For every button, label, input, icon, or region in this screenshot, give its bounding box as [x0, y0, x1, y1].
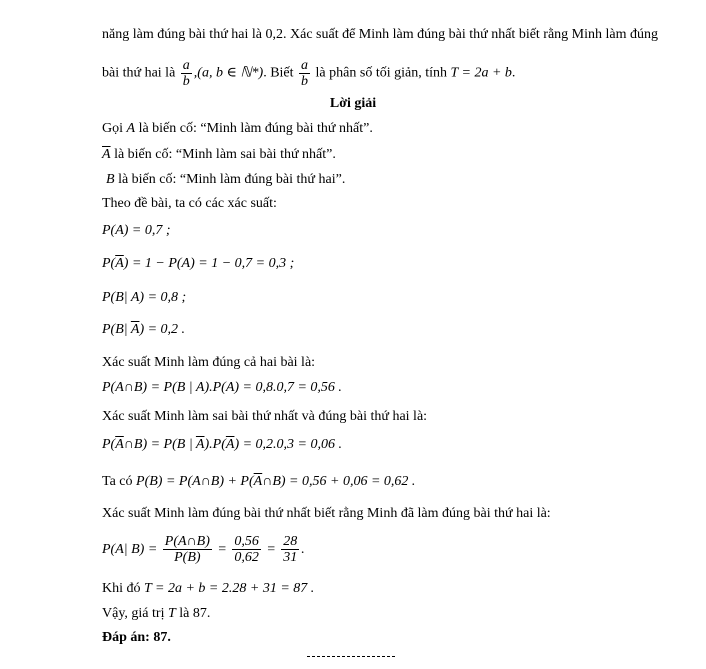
wrong-first-abar-2: $\overline{A}$: [195, 437, 205, 452]
prob-abar-line: [102, 255, 294, 273]
wrong-first-part-4: ) = 0,2.0,3 = 0,06 .: [234, 437, 342, 452]
event-a-text: là biến cố: “Minh làm đúng bài thứ nhất”.: [138, 121, 373, 136]
event-b-line: [106, 171, 345, 189]
event-b-text: là biến cố: “Minh làm đúng bài thứ hai”.: [118, 172, 346, 187]
cond-fraction-3-den: 31: [283, 550, 298, 566]
conclusion-suffix: là 87.: [179, 606, 211, 621]
both-correct-formula-line: [102, 379, 342, 397]
total-part-1: P(B) = P(A∩B) + P(: [136, 474, 254, 489]
line2-formula: T = 2a + b: [450, 65, 512, 81]
fraction-denominator: b: [301, 74, 309, 89]
line2-prefix: bài thứ hai là: [102, 65, 176, 81]
cond-fraction-1: [163, 534, 212, 565]
fraction-a-over-b: [181, 58, 192, 89]
problem-line-2: [102, 58, 515, 89]
answer-line: [102, 629, 171, 647]
conclusion-symbol: T: [167, 606, 176, 621]
problem-line-1-text: năng làm đúng bài thứ hai là 0,2. Xác suất để Minh làm đúng bài thứ nhất biết rằng Minh làm đúng: [102, 27, 659, 42]
event-abar-text: là biến cố: “Minh làm sai bài thứ nhất”.: [114, 147, 336, 162]
wrong-first-part-2: ∩B) = P(B |: [123, 437, 196, 452]
cond-fraction-1-den: P(B): [174, 550, 201, 566]
total-prefix: Ta có: [102, 474, 133, 489]
prob-b-given-abar-symbol: $\overline{A}$: [130, 322, 140, 337]
event-a-symbol: A: [126, 121, 136, 136]
result-formula: T = 2a + b = 2.28 + 31 = 87 .: [144, 581, 315, 596]
total-prob-line: [102, 473, 415, 491]
prob-a-formula: P(A) = 0,7 ;: [102, 223, 171, 238]
conditional-formula-line: [102, 530, 305, 570]
solution-heading: [0, 95, 706, 113]
line2-end: .: [511, 65, 516, 81]
fraction-numerator: a: [182, 58, 190, 73]
solution-heading-text: Lời giải: [329, 96, 377, 111]
result-line: [102, 580, 314, 598]
event-a-line: [102, 120, 373, 138]
line2-suffix: là phân số tối giản, tính: [315, 65, 447, 81]
total-abar: $\overline{A}$: [253, 474, 263, 489]
wrong-first-abar-1: $\overline{A}$: [115, 437, 124, 452]
intro-probs-line: [102, 195, 277, 213]
wrong-first-text: Xác suất Minh làm sai bài thứ nhất và đúng bài thứ hai là:: [102, 409, 428, 424]
event-abar-line: [102, 146, 336, 164]
prob-b-given-a-formula: P(B| A) = 0,8 ;: [102, 290, 187, 305]
conditional-text: Xác suất Minh làm đúng bài thứ nhất biết rằng Minh đã làm đúng bài thứ hai là:: [102, 506, 551, 521]
answer-text: Đáp án: 87.: [102, 630, 171, 645]
cond-end: .: [301, 542, 305, 557]
prob-b-given-abar-right: ) = 0,2 .: [139, 322, 186, 337]
footer-divider: [307, 656, 395, 657]
cond-fraction-2: [232, 534, 261, 565]
event-abar-symbol: $\overline{A}$: [102, 147, 111, 162]
conclusion-line: [102, 605, 210, 623]
line2-mid: . Biết: [263, 65, 294, 81]
event-a-prefix: Gọi: [102, 121, 123, 136]
prob-b-given-abar-line: [102, 321, 185, 339]
both-correct-text: Xác suất Minh làm đúng cả hai bài là:: [102, 355, 316, 370]
both-correct-formula: P(A∩B) = P(B | A).P(A) = 0,8.0,7 = 0,56 .: [102, 380, 342, 395]
cond-fraction-2-den: 0,62: [234, 550, 259, 566]
wrong-first-part-1: P(: [102, 437, 116, 452]
problem-line-1: [102, 26, 658, 44]
prob-abar-right: ) = 1 − P(A) = 1 − 0,7 = 0,3 ;: [123, 256, 295, 271]
cond-fraction-2-num: 0,56: [234, 534, 259, 550]
cond-lhs: P(A| B) =: [102, 542, 158, 557]
cond-eq-2: =: [266, 542, 276, 557]
prob-b-given-abar-left: P(B|: [102, 322, 131, 337]
line2-condition: ,(a, b ∈ ℕ*): [193, 65, 264, 81]
conclusion-prefix: Vậy, giá trị: [102, 606, 165, 621]
cond-eq-1: =: [217, 542, 227, 557]
result-prefix: Khi đó: [102, 581, 141, 596]
wrong-first-line: [102, 408, 427, 426]
total-part-2: ∩B) = 0,56 + 0,06 = 0,62 .: [262, 474, 416, 489]
conditional-line: [102, 505, 551, 523]
prob-abar-left: P(: [102, 256, 116, 271]
cond-fraction-3: [281, 534, 299, 565]
wrong-first-abar-3: $\overline{A}$: [225, 437, 235, 452]
both-correct-line: [102, 354, 315, 372]
fraction-a-over-b-2: [299, 58, 310, 89]
fraction-denominator: b: [182, 74, 190, 89]
intro-probs-text: Theo đề bài, ta có các xác suất:: [102, 196, 277, 211]
wrong-first-formula-line: [102, 436, 342, 454]
cond-fraction-1-num: P(A∩B): [164, 534, 210, 550]
fraction-numerator: a: [301, 58, 309, 73]
event-b-symbol: B: [106, 172, 115, 187]
prob-a-line: [102, 222, 171, 240]
prob-b-given-a-line: [102, 289, 186, 307]
cond-fraction-3-num: 28: [283, 534, 298, 550]
prob-abar-symbol: $\overline{A}$: [115, 256, 124, 271]
wrong-first-part-3: ).P(: [204, 437, 226, 452]
